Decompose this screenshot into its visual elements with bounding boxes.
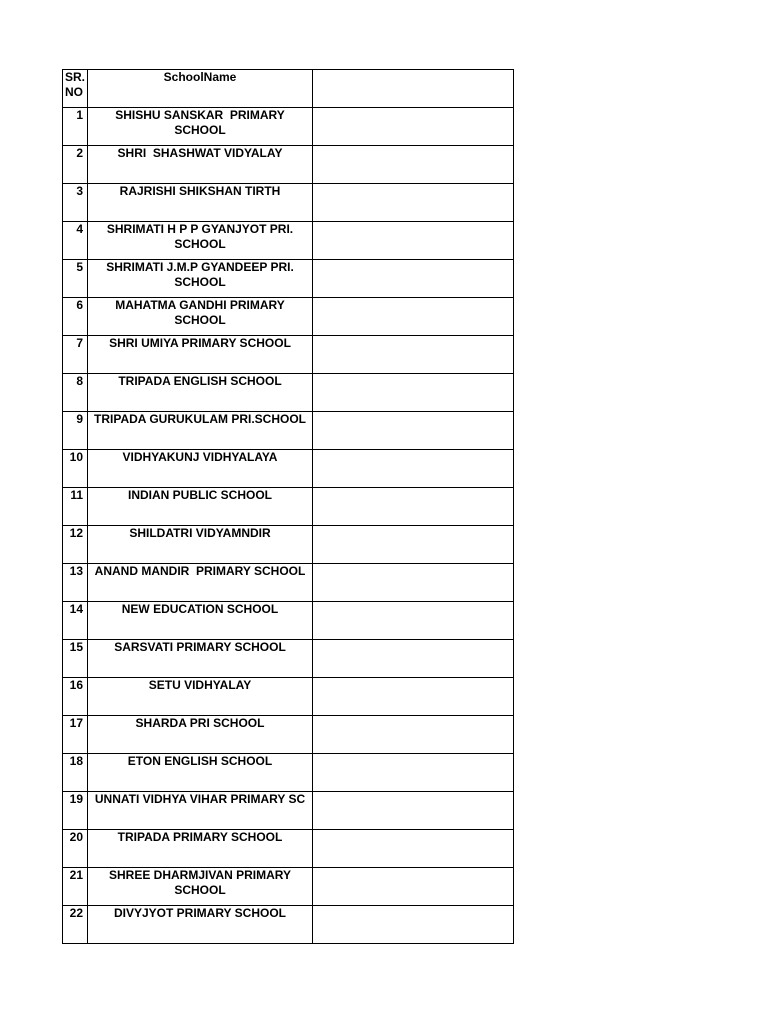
school-name-cell: RAJRISHI SHIKSHAN TIRTH: [88, 184, 313, 222]
blank-cell: [313, 298, 514, 336]
sr-no-cell: 20: [63, 830, 88, 868]
school-list-table: [62, 69, 514, 944]
sr-no-cell: 7: [63, 336, 88, 374]
table-row: [63, 108, 514, 146]
header-sr-no: [63, 70, 88, 108]
sr-no-cell: 8: [63, 374, 88, 412]
school-name-cell: SHARDA PRI SCHOOL: [88, 716, 313, 754]
sr-no-cell: 10: [63, 450, 88, 488]
blank-cell: [313, 222, 514, 260]
table-row: [63, 374, 514, 412]
blank-cell: [313, 488, 514, 526]
school-name-cell: SHRIMATI H P P GYANJYOT PRI. SCHOOL: [88, 222, 313, 260]
school-name-cell: SHRI UMIYA PRIMARY SCHOOL: [88, 336, 313, 374]
header-sr-line2: NO: [65, 85, 83, 99]
sr-no-cell: 2: [63, 146, 88, 184]
table-row: [63, 602, 514, 640]
blank-cell: [313, 564, 514, 602]
blank-cell: [313, 640, 514, 678]
school-name-cell: UNNATI VIDHYA VIHAR PRIMARY SC: [88, 792, 313, 830]
school-name-cell: SHILDATRI VIDYAMNDIR: [88, 526, 313, 564]
sr-no-cell: 13: [63, 564, 88, 602]
school-name-cell: TRIPADA GURUKULAM PRI.SCHOOL: [88, 412, 313, 450]
school-name-cell: DIVYJYOT PRIMARY SCHOOL: [88, 906, 313, 944]
table-row: [63, 868, 514, 906]
blank-cell: [313, 108, 514, 146]
table-row: [63, 412, 514, 450]
school-name-cell: TRIPADA PRIMARY SCHOOL: [88, 830, 313, 868]
blank-cell: [313, 678, 514, 716]
school-name-cell: MAHATMA GANDHI PRIMARY SCHOOL: [88, 298, 313, 336]
school-name-cell: INDIAN PUBLIC SCHOOL: [88, 488, 313, 526]
table-row: [63, 336, 514, 374]
school-name-cell: SHISHU SANSKAR PRIMARY SCHOOL: [88, 108, 313, 146]
blank-cell: [313, 412, 514, 450]
table-row: [63, 146, 514, 184]
sr-no-cell: 6: [63, 298, 88, 336]
table-header-row: [63, 70, 514, 108]
sr-no-cell: 19: [63, 792, 88, 830]
table-row: [63, 678, 514, 716]
sr-no-cell: 16: [63, 678, 88, 716]
sr-no-cell: 12: [63, 526, 88, 564]
table-row: [63, 488, 514, 526]
blank-cell: [313, 526, 514, 564]
table-row: [63, 906, 514, 944]
table-body: [63, 70, 514, 944]
header-blank-column: [313, 70, 514, 108]
table-row: [63, 222, 514, 260]
table-row: [63, 564, 514, 602]
blank-cell: [313, 260, 514, 298]
sr-no-cell: 1: [63, 108, 88, 146]
blank-cell: [313, 450, 514, 488]
header-sr-line1: SR.: [65, 70, 86, 84]
school-name-cell: SHREE DHARMJIVAN PRIMARY SCHOOL: [88, 868, 313, 906]
blank-cell: [313, 602, 514, 640]
blank-cell: [313, 184, 514, 222]
blank-cell: [313, 754, 514, 792]
sr-no-cell: 3: [63, 184, 88, 222]
table-row: [63, 792, 514, 830]
school-name-cell: SETU VIDHYALAY: [88, 678, 313, 716]
blank-cell: [313, 374, 514, 412]
sr-no-cell: 5: [63, 260, 88, 298]
table-row: [63, 640, 514, 678]
sr-no-cell: 4: [63, 222, 88, 260]
table-row: [63, 830, 514, 868]
school-name-cell: SHRI SHASHWAT VIDYALAY: [88, 146, 313, 184]
school-name-cell: SARSVATI PRIMARY SCHOOL: [88, 640, 313, 678]
sr-no-cell: 17: [63, 716, 88, 754]
school-name-cell: ETON ENGLISH SCHOOL: [88, 754, 313, 792]
blank-cell: [313, 906, 514, 944]
table-row: [63, 716, 514, 754]
sr-no-cell: 18: [63, 754, 88, 792]
table-row: [63, 754, 514, 792]
blank-cell: [313, 792, 514, 830]
table-row: [63, 298, 514, 336]
school-name-cell: NEW EDUCATION SCHOOL: [88, 602, 313, 640]
table-row: [63, 450, 514, 488]
sr-no-cell: 11: [63, 488, 88, 526]
blank-cell: [313, 830, 514, 868]
school-name-cell: TRIPADA ENGLISH SCHOOL: [88, 374, 313, 412]
school-name-cell: ANAND MANDIR PRIMARY SCHOOL: [88, 564, 313, 602]
table-row: [63, 184, 514, 222]
blank-cell: [313, 336, 514, 374]
blank-cell: [313, 868, 514, 906]
blank-cell: [313, 716, 514, 754]
sr-no-cell: 14: [63, 602, 88, 640]
sr-no-cell: 9: [63, 412, 88, 450]
school-name-cell: VIDHYAKUNJ VIDHYALAYA: [88, 450, 313, 488]
sr-no-cell: 15: [63, 640, 88, 678]
header-school-name: SchoolName: [88, 70, 313, 108]
table-row: [63, 260, 514, 298]
sr-no-cell: 22: [63, 906, 88, 944]
sr-no-cell: 21: [63, 868, 88, 906]
table-row: [63, 526, 514, 564]
blank-cell: [313, 146, 514, 184]
school-name-cell: SHRIMATI J.M.P GYANDEEP PRI. SCHOOL: [88, 260, 313, 298]
